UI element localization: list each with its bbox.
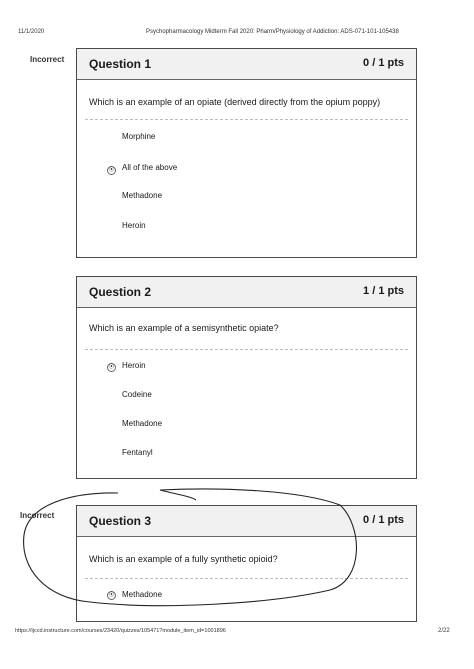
question-text: Which is an example of a semisynthetic opiate? bbox=[89, 323, 279, 333]
answer-option[interactable]: Morphine bbox=[122, 132, 156, 141]
question-text: Which is an example of an opiate (derived directly from the opium poppy) bbox=[89, 97, 381, 107]
question-card-3 bbox=[76, 505, 417, 622]
divider bbox=[85, 578, 408, 579]
question-header bbox=[77, 277, 416, 308]
question-title: Question 2 bbox=[89, 285, 152, 299]
answer-option[interactable]: Methadone bbox=[122, 191, 163, 200]
question-title: Question 3 bbox=[89, 514, 152, 528]
question-text: Which is an example of a fully synthetic opioid? bbox=[89, 554, 278, 564]
question-points: 1 / 1 pts bbox=[363, 285, 404, 297]
question-card-2 bbox=[76, 276, 417, 479]
divider bbox=[85, 349, 408, 350]
radio-selected-icon[interactable]: ⦿ bbox=[108, 592, 114, 598]
answer-option-selected[interactable]: Methadone bbox=[122, 590, 163, 599]
question-points: 0 / 1 pts bbox=[363, 57, 404, 69]
question-header bbox=[77, 49, 416, 80]
divider bbox=[85, 119, 408, 120]
incorrect-label-q3: Incorrect bbox=[20, 511, 55, 520]
answer-option[interactable]: Heroin bbox=[122, 221, 146, 230]
radio-selected-icon[interactable]: ⦿ bbox=[108, 364, 114, 370]
page-number: 2/22 bbox=[438, 628, 450, 634]
radio-selected-icon[interactable]: ⦿ bbox=[108, 167, 114, 173]
answer-option-selected[interactable]: All of the above bbox=[122, 163, 178, 172]
question-card-1 bbox=[76, 48, 417, 258]
quiz-title: Psychopharmacology Midterm Fall 2020: Pharm/Physiology of Addiction: ADS-071-101-105438 bbox=[146, 29, 399, 35]
answer-option-selected[interactable]: Heroin bbox=[122, 361, 146, 370]
print-date: 11/1/2020 bbox=[18, 29, 45, 35]
footer-url: https://ijccd.instructure.com/courses/23420/quizzes/105471?module_item_id=1001896 bbox=[15, 628, 226, 634]
question-points: 0 / 1 pts bbox=[363, 514, 404, 526]
question-title: Question 1 bbox=[89, 57, 152, 71]
answer-option[interactable]: Methadone bbox=[122, 419, 163, 428]
answer-option[interactable]: Codeine bbox=[122, 390, 152, 399]
question-header bbox=[77, 506, 416, 537]
incorrect-label-q1: Incorrect bbox=[30, 55, 65, 64]
answer-option[interactable]: Fentanyl bbox=[122, 448, 153, 457]
